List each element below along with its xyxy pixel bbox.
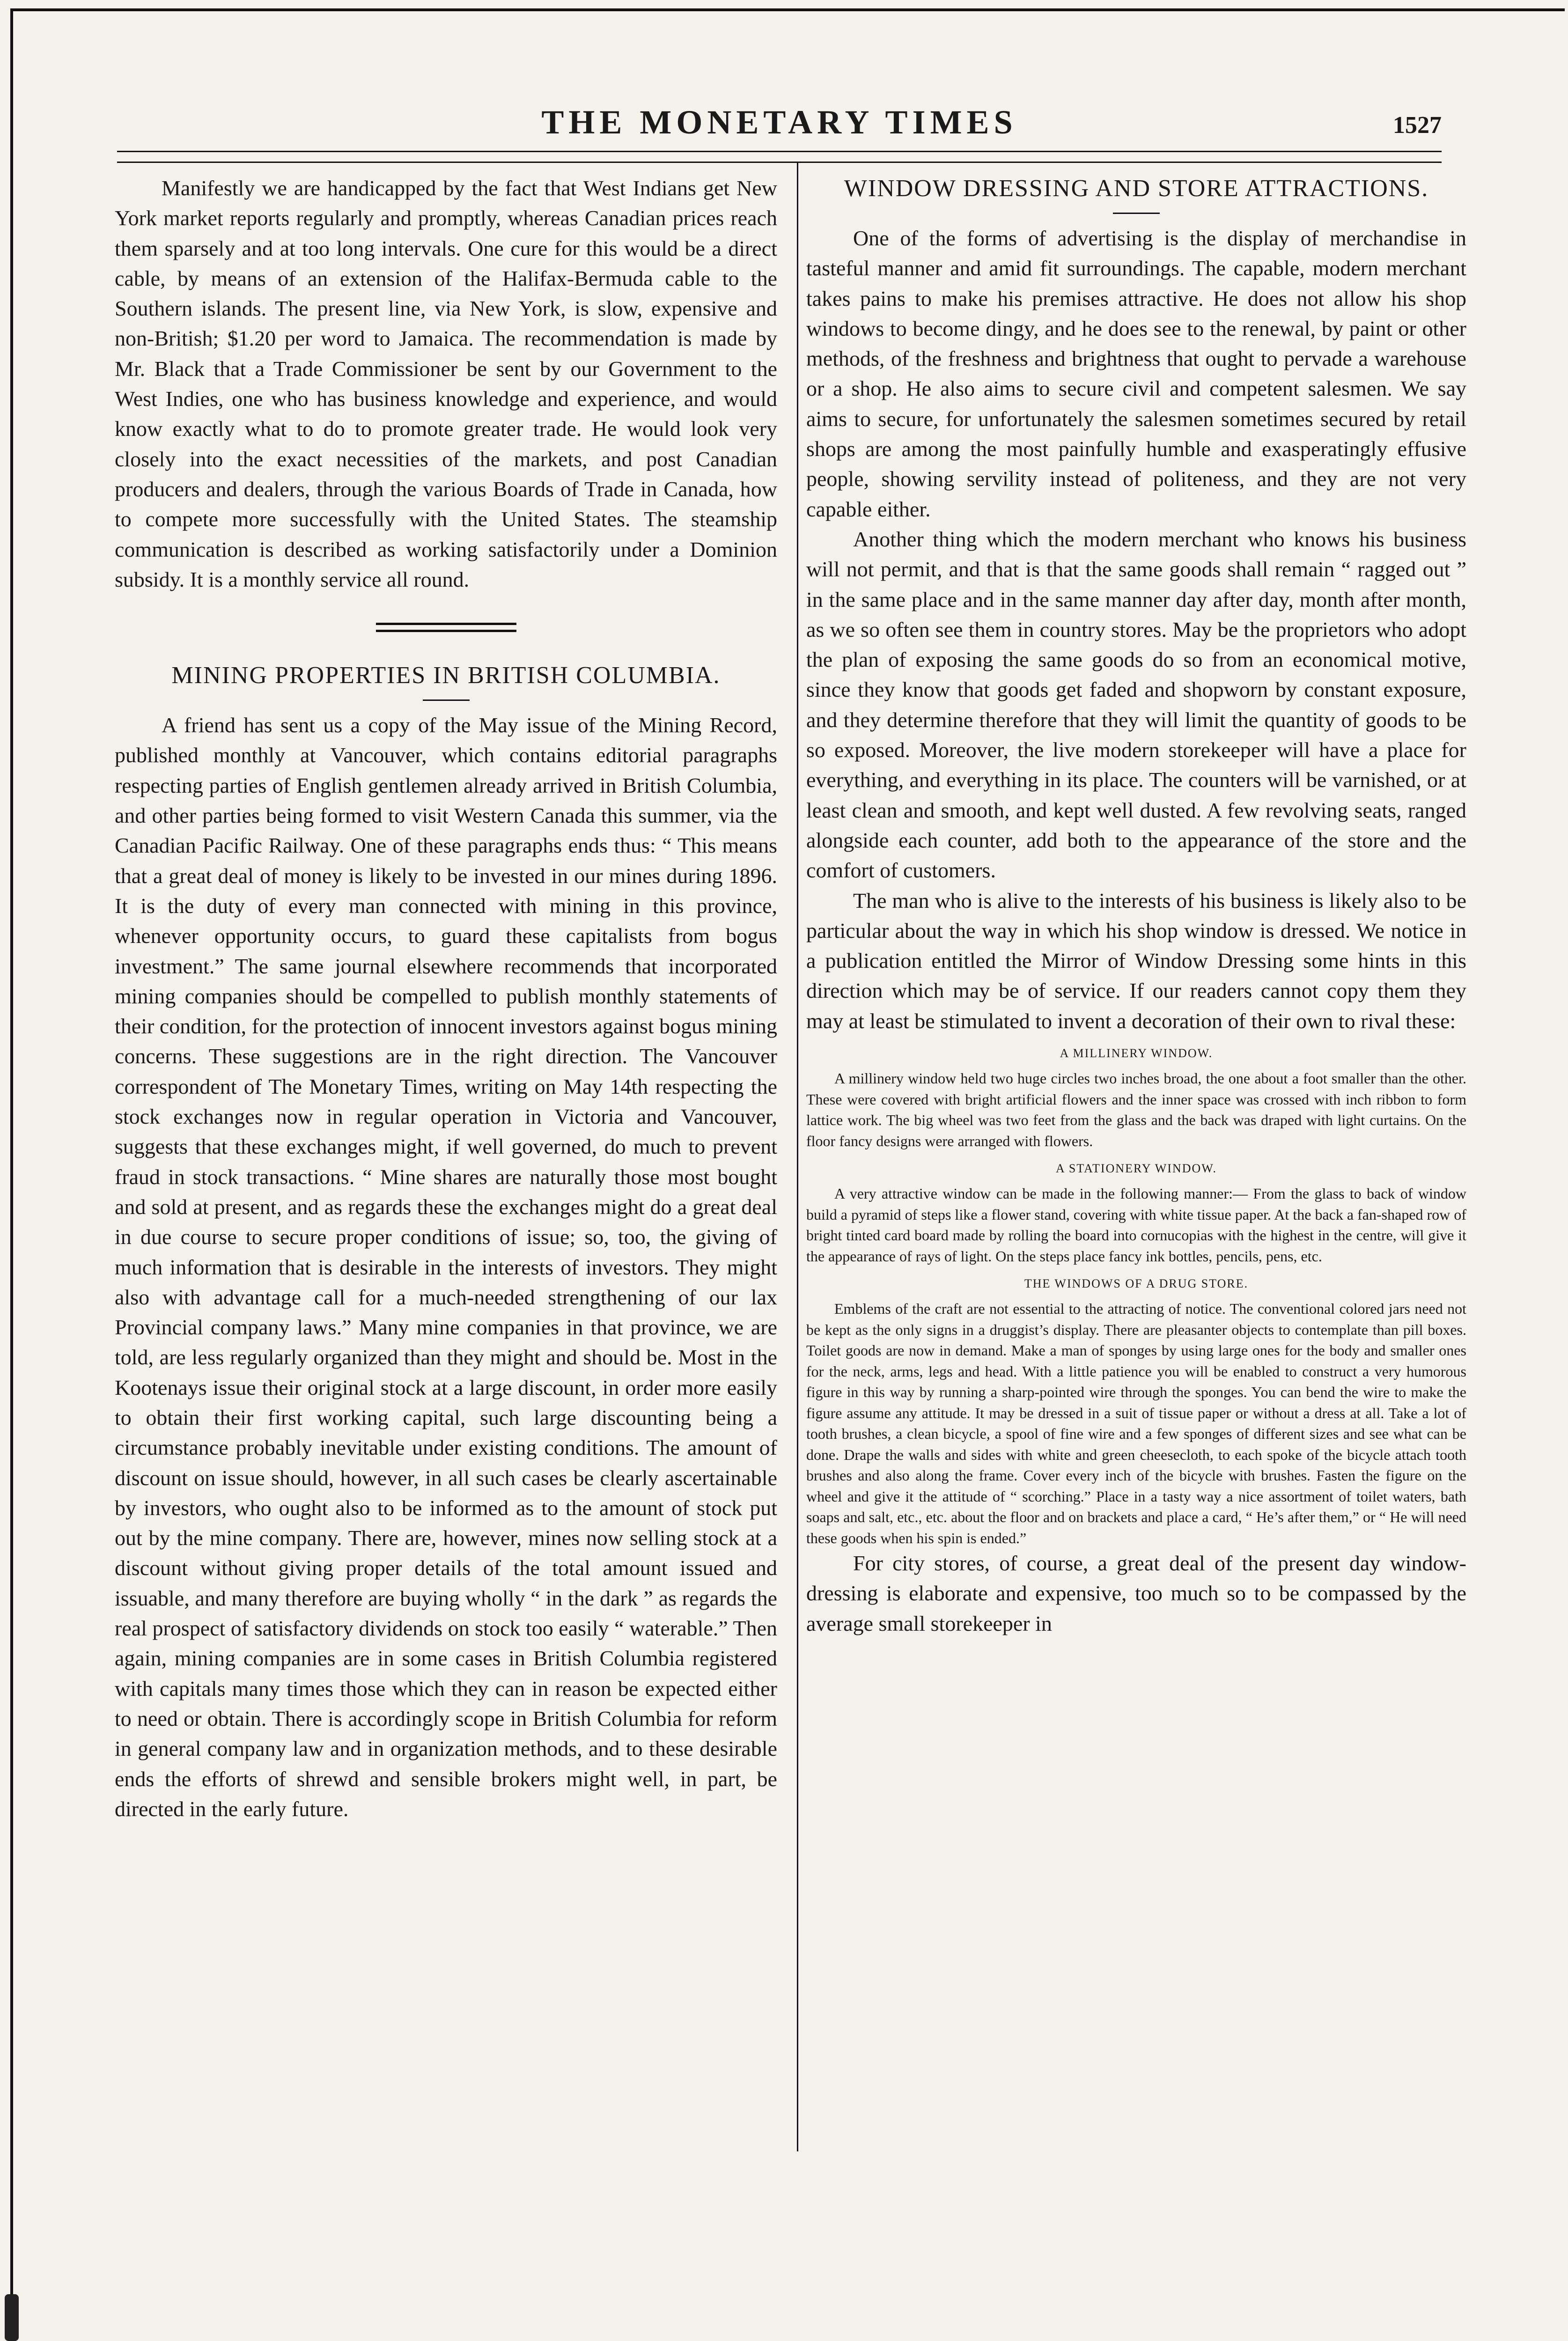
page-header bbox=[117, 103, 1442, 150]
drug-store-text: Emblems of the craft are not essential to the attracting of notice. The conventional colored jars need not be kept as the only signs in a druggist’s display. There are pleasanter objects to contemplate than pill boxes. Toilet goods are now in demand. Make a man of sponges by using large ones for the body and smaller ones for the neck, arms, legs and head. With a little patience you will be enabled to construct a very humorous figure in this way by running a sharp-pointed wire through the sponges. You can bend the wire to make the figure assume any attitude. It may be dressed in a suit of tissue paper or without a dress at all. Take a lot of tooth brushes, a clean bicycle, a spool of fine wire and a few sponges of different sizes and see what can be done. Drape the walls and sides with white and green cheesecloth, to each spoke of the bicycle attach tooth brushes and also along the frame. Cover every inch of the bicycle with brushes. Fasten the figure on the wheel and give it the attitude of “ scorching.” Place in a tasty way a nice assortment of toilet waters, bath soaps and salt, etc., etc. about the floor and on brackets and place a card, “ He’s after them,” or “ He will need these goods when his spin is ended.” bbox=[806, 1300, 1466, 1546]
left-border-rule bbox=[10, 8, 13, 2340]
header-double-rule bbox=[117, 151, 1442, 163]
window-article-paragraph: One of the forms of advertising is the display of merchandise in tasteful manner and amid fit surroundings. The capable, modern merchant takes pains to make his premises attractive. He does not allow his shop windows to become dingy, and he does see to the renewal, by paint or other methods, of the freshness and brightness that ought to pervade a warehouse or a shop. He also aims to secure civil and competent salesmen. We say aims to secure, for unfortunately the salesmen sometimes secured by retail shops are among the most painfully humble and exasperatingly effusive people, showing servility instead of politeness, and they are not very capable either. bbox=[806, 226, 1466, 521]
stationery-text: A very attractive window can be made in the following manner:— From the glass to back of window build a pyramid of steps like a flower stand, covering with white tissue paper. At the back a fan-shaped row of bright tinted card board made by rolling the board into cornucopias with the highest in the centre, will give it the appearance of rays of light. On the steps place fancy ink bottles, pencils, pens, etc. bbox=[806, 1185, 1466, 1265]
title-rule bbox=[423, 699, 470, 701]
mining-article-title: MINING PROPERTIES IN BRITISH COLUMBIA. bbox=[171, 662, 721, 689]
title-rule bbox=[1113, 213, 1160, 214]
top-border-rule bbox=[10, 8, 1565, 11]
window-article-paragraph: For city stores, of course, a great deal of the present day window-dressing is elaborate and expensive, too much so to be compassed by the average small storekeeper in bbox=[806, 1551, 1466, 1635]
window-examples bbox=[806, 1046, 1466, 1548]
drug-store-subhead: THE WINDOWS OF A DRUG STORE. bbox=[1024, 1277, 1249, 1291]
window-article-title: WINDOW DRESSING AND STORE ATTRACTIONS. bbox=[844, 175, 1429, 202]
mining-article-body: A friend has sent us a copy of the May issue of the Mining Record, published monthly at Vancouver, which contains editorial paragraphs respecting parties of English gentlemen already arrived in British Columbia, and other parties being formed to visit Western Canada this summer, via the Canadian Pacific Railway. One of these paragraphs ends thus: “ This means that a great deal of money is likely to be invested in our mines during 1896. It is the duty of every man connected with mining in this province, whenever opportunity occurs, to guard these capitalists from bogus investment.” The same journal elsewhere recommends that incorporated mining companies should be compelled to publish monthly statements of their condition, for the protection of innocent investors against bogus mining concerns. These suggestions are in the right direction. The Vancouver correspondent of The Monetary Times, writing on May 14th respecting the stock exchanges now in regular operation in Victoria and Vancouver, suggests that these exchanges might, if well governed, do much to prevent fraud in stock transactions. “ Mine shares are naturally those most bought and sold at present, and as regards these the exchanges might do a great deal in due course to secure proper conditions of issue; so, too, the giving of much information that is desirable in the interests of investors. They might also with advantage call for a much-needed strengthening of our lax Provincial company laws.” Many mine companies in that province, we are told, are less regularly organized than they might and should be. Most in the Kootenays issue their original stock at a large discount, in order more easily to obtain their first working capital, such large discounting being a circumstance probably inevitable under existing conditions. The amount of discount on issue should, however, in all such cases be clearly ascertainable by investors, who ought also to be informed as to the amount of stock put out by the mine company. There are, however, mines now selling stock at a discount without giving proper details of the total amount issued and issuable, and many therefore are buying wholly “ in the dark ” as regards the real prospect of satisfactory dividends on stock too easily “ waterable.” Then again, mining companies are in some cases in British Columbia registered with capitals many times those which they can in reason be expected either to need or obtain. There is accordingly scope in British Columbia for reform in general company law and in organization methods, and to these desirable ends the efforts of shrewd and sensible brokers might well, in part, be directed in the early future. bbox=[115, 713, 777, 1821]
column-divider bbox=[797, 162, 798, 2151]
left-column bbox=[115, 173, 777, 2158]
article-separator bbox=[376, 623, 516, 632]
stationery-subhead: A STATIONERY WINDOW. bbox=[1056, 1162, 1217, 1176]
millinery-text: A millinery window held two huge circles two inches broad, the one about a foot smaller than the other. These were covered with bright artificial flowers and the inner space was crossed with inch ribbon to form lattice work. The big wheel was two feet from the glass and the back was draped with light curtains. On the floor fancy designs were arranged with flowers. bbox=[806, 1070, 1466, 1149]
page-number: 1527 bbox=[1393, 112, 1442, 139]
masthead-title: THE MONETARY TIMES bbox=[541, 103, 1017, 141]
window-article-paragraph: The man who is alive to the interests of his business is likely also to be particular about the way in which his shop window is dressed. We notice in a publication entitled the Mirror of Window Dressing some hints in this direction which may be of service. If our readers cannot copy them they may at least be stimulated to invent a decoration of their own to rival these: bbox=[806, 888, 1466, 1033]
right-column bbox=[806, 173, 1466, 2158]
window-article-paragraph: Another thing which the modern merchant who knows his business will not permit, and that is that the same goods shall remain “ ragged out ” in the same place and in the same manner day after day, month after month, as we so often see them in country stores. May be the proprietors who adopt the plan of exposing the same goods do so from an economical motive, since they know that goods get faded and shopworn by constant exposure, and they determine therefore that they will limit the quantity of goods to be so exposed. Moreover, the live modern storekeeper will have a place for everything, and everything in its place. The counters will be varnished, or at least clean and smooth, and kept well dusted. A few revolving seats, ranged alongside each counter, add both to the appearance of the store and the comfort of customers. bbox=[806, 527, 1466, 883]
scan-edge-mark bbox=[5, 2294, 19, 2341]
millinery-subhead: A MILLINERY WINDOW. bbox=[1060, 1046, 1213, 1060]
west-indies-paragraph: Manifestly we are handicapped by the fact that West Indians get New York market reports regularly and promptly, whereas Canadian prices reach them sparsely and at too long intervals. One cure for this would be a direct cable, by means of an extension of the Halifax-Bermuda cable to the Southern islands. The present line, via New York, is slow, expensive and non-British; $1.20 per word to Jamaica. The recommendation is made by Mr. Black that a Trade Commissioner be sent by our Government to the West Indies, one who has business knowledge and experience, and would know exactly what to do to promote greater trade. He would look very closely into the exact necessities of the markets, and post Canadian producers and dealers, through the various Boards of Trade in Canada, how to compete more successfully with the United States. The steamship communication is described as working satisfactorily under a Dominion subsidy. It is a monthly service all round. bbox=[115, 176, 777, 591]
